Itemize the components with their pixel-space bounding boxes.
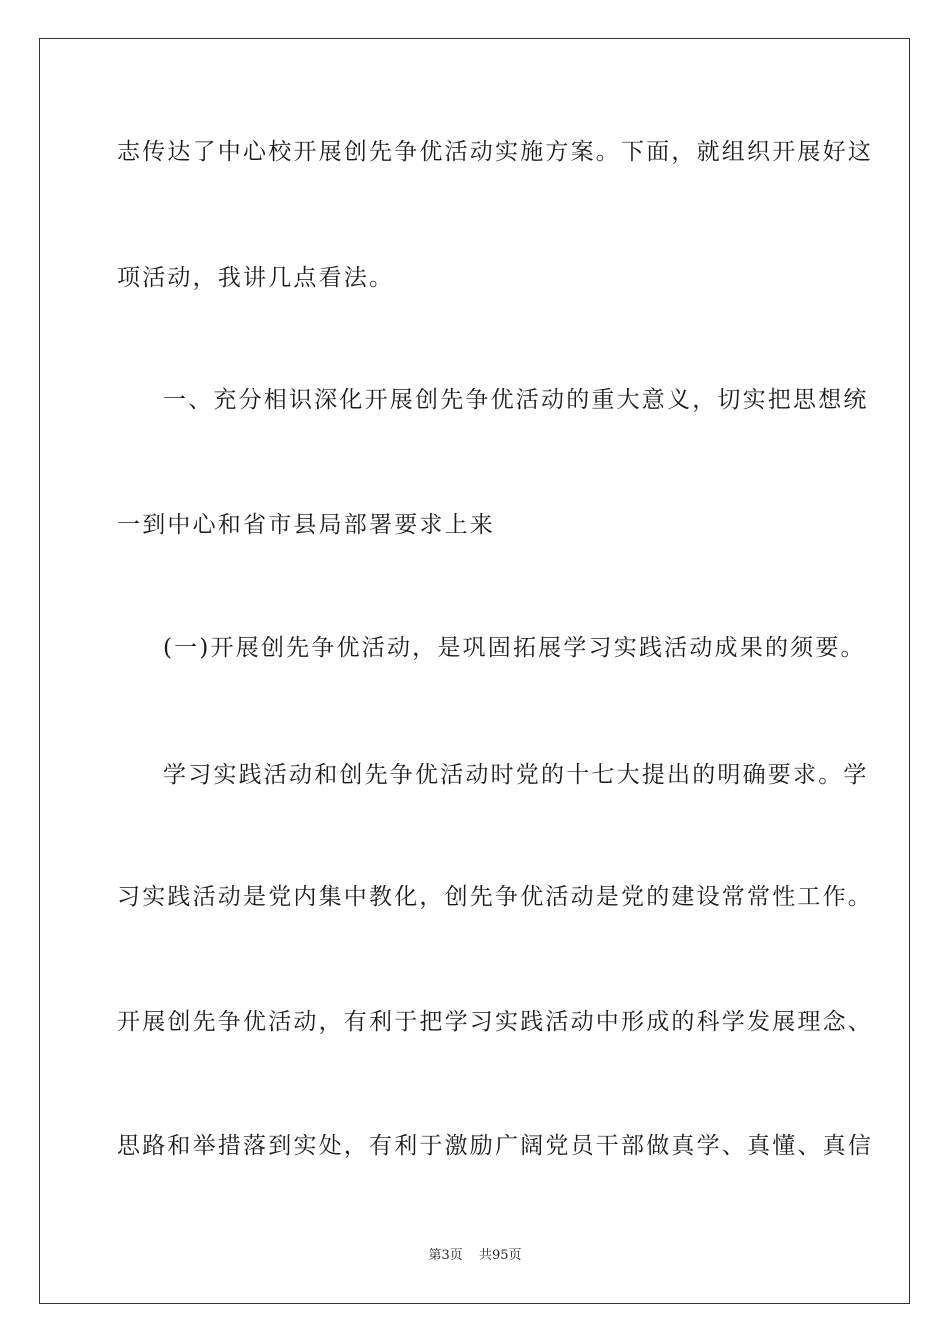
body-text-line: 习实践活动是党内集中教化，创先争优活动是党的建设常常性工作。 (117, 884, 873, 910)
body-text-line: 项活动，我讲几点看法。 (117, 265, 395, 291)
page-border (39, 38, 910, 1304)
body-text-line: 思路和举措落到实处，有利于激励广阔党员干部做真学、真懂、真信 (117, 1133, 873, 1159)
subsection-heading: (一)开展创先争优活动，是巩固拓展学习实践活动成果的须要。 (163, 635, 866, 661)
section-heading-continued: 一到中心和省市县局部署要求上来 (117, 512, 495, 538)
page-number: 第3页 (428, 1248, 463, 1263)
page-footer (0, 1247, 950, 1265)
section-heading: 一、充分相识深化开展创先争优活动的重大意义，切实把思想统 (163, 387, 869, 413)
body-text-line: 开展创先争优活动，有利于把学习实践活动中形成的科学发展理念、 (117, 1009, 873, 1035)
total-pages: 共95页 (478, 1248, 522, 1263)
body-text-line: 志传达了中心校开展创先争优活动实施方案。下面，就组织开展好这 (117, 139, 873, 165)
body-text-line: 学习实践活动和创先争优活动时党的十七大提出的明确要求。学 (163, 762, 869, 788)
